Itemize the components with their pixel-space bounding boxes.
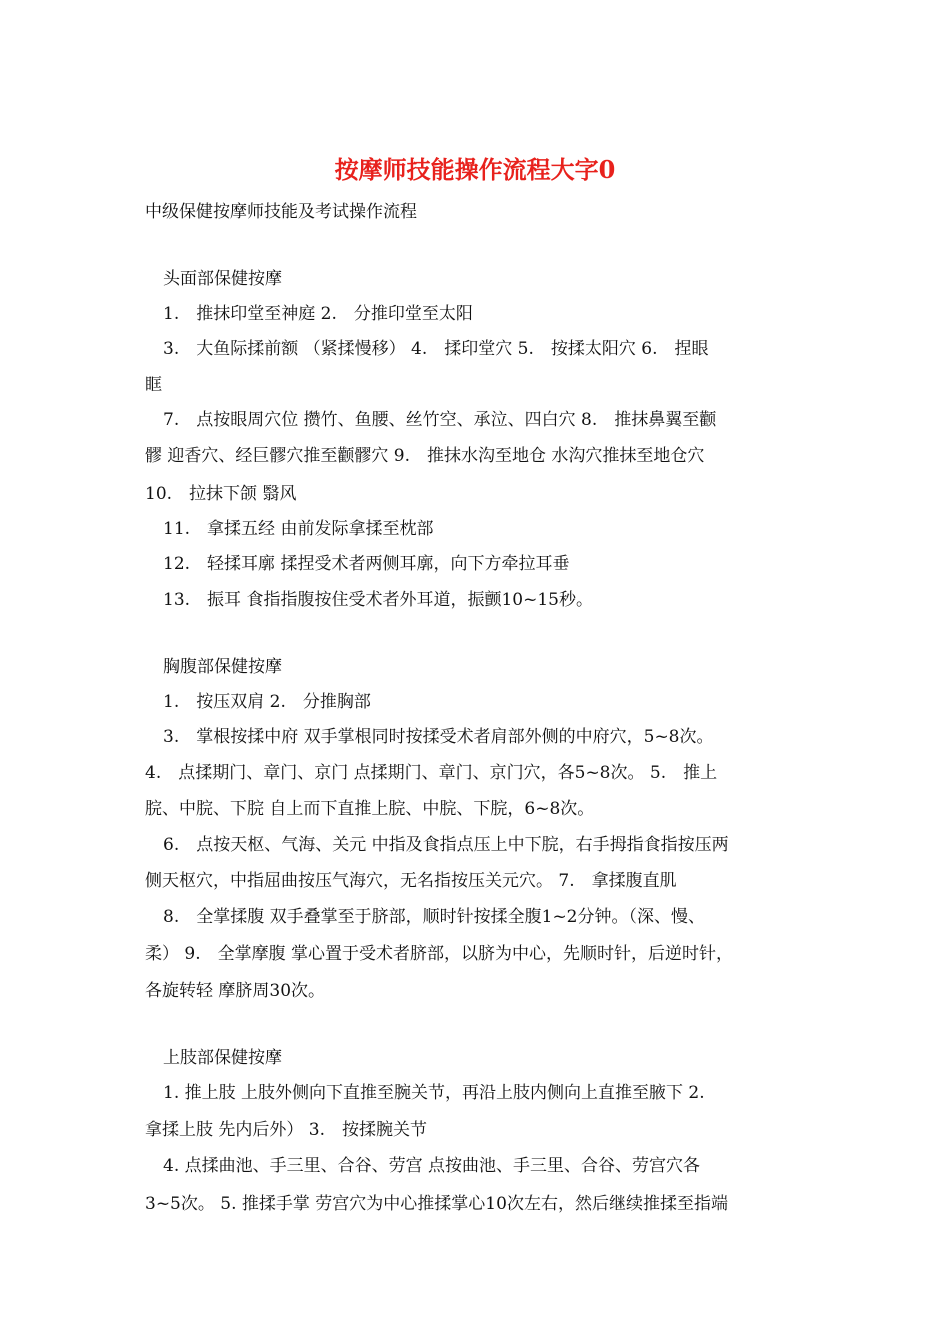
section-heading-arm: 上肢部保健按摩 (163, 1048, 282, 1068)
paragraph-line: 12. 轻揉耳廓 揉捏受术者两侧耳廓，向下方牵拉耳垂 (163, 554, 570, 574)
paragraph-line: 1. 推上肢 上肢外侧向下直推至腕关节，再沿上肢内侧向上直推至腋下 2. (163, 1083, 705, 1103)
paragraph-line: 6. 点按天枢、气海、关元 中指及食指点压上中下脘，右手拇指食指按压两 (163, 835, 729, 855)
paragraph-line: 4. 点揉曲池、手三里、合谷、劳宫 点按曲池、手三里、合谷、劳宫穴各 (163, 1156, 701, 1176)
paragraph-line: 3~5次。 5. 推揉手掌 劳宫穴为中心推揉掌心10次左右，然后继续推揉至指端 (145, 1194, 728, 1214)
paragraph-line: 3. 掌根按揉中府 双手掌根同时按揉受术者肩部外侧的中府穴，5~8次。 (163, 727, 714, 747)
paragraph-line: 8. 全掌揉腹 双手叠掌至于脐部，顺时针按揉全腹1~2分钟。（深、慢、 (163, 907, 705, 927)
section-heading-chest: 胸腹部保健按摩 (163, 657, 282, 677)
paragraph-line: 柔） 9. 全掌摩腹 掌心置于受术者脐部，以脐为中心，先顺时针，后逆时针， (145, 944, 734, 964)
paragraph-line: 髎 迎香穴、经巨髎穴推至颧髎穴 9. 推抹水沟至地仓 水沟穴推抹至地仓穴 (145, 446, 705, 466)
paragraph-line: 各旋转轻 摩脐周30次。 (145, 981, 326, 1001)
paragraph-line: 脘、中脘、下脘 自上而下直推上脘、中脘、下脘，6~8次。 (145, 799, 595, 819)
document-title: 按摩师技能操作流程大字0 (334, 155, 616, 184)
paragraph-line: 7. 点按眼周穴位 攒竹、鱼腰、丝竹空、承泣、四白穴 8. 推抹鼻翼至颧 (163, 410, 717, 430)
paragraph-line: 10. 拉抹下颌 翳风 (145, 484, 297, 504)
paragraph-line: 1. 推抹印堂至神庭 2. 分推印堂至太阳 (163, 304, 473, 324)
paragraph-line: 13. 振耳 食指指腹按住受术者外耳道，振颤10~15秒。 (163, 590, 593, 610)
section-heading-head: 头面部保健按摩 (163, 269, 282, 289)
paragraph-line: 侧天枢穴，中指屈曲按压气海穴，无名指按压关元穴。 7. 拿揉腹直肌 (145, 871, 677, 891)
paragraph-line: 拿揉上肢 先内后外） 3. 按揉腕关节 (145, 1120, 428, 1140)
paragraph-line: 1. 按压双肩 2. 分推胸部 (163, 692, 371, 712)
paragraph-line: 3. 大鱼际揉前额 （紧揉慢移） 4. 揉印堂穴 5. 按揉太阳穴 6. 捏眼 (163, 339, 709, 359)
paragraph-line: 11. 拿揉五经 由前发际拿揉至枕部 (163, 519, 434, 539)
paragraph-line: 眶 (145, 375, 162, 395)
paragraph-line: 4. 点揉期门、章门、京门 点揉期门、章门、京门穴，各5~8次。 5. 推上 (145, 763, 718, 783)
document-subtitle: 中级保健按摩师技能及考试操作流程 (145, 202, 417, 222)
